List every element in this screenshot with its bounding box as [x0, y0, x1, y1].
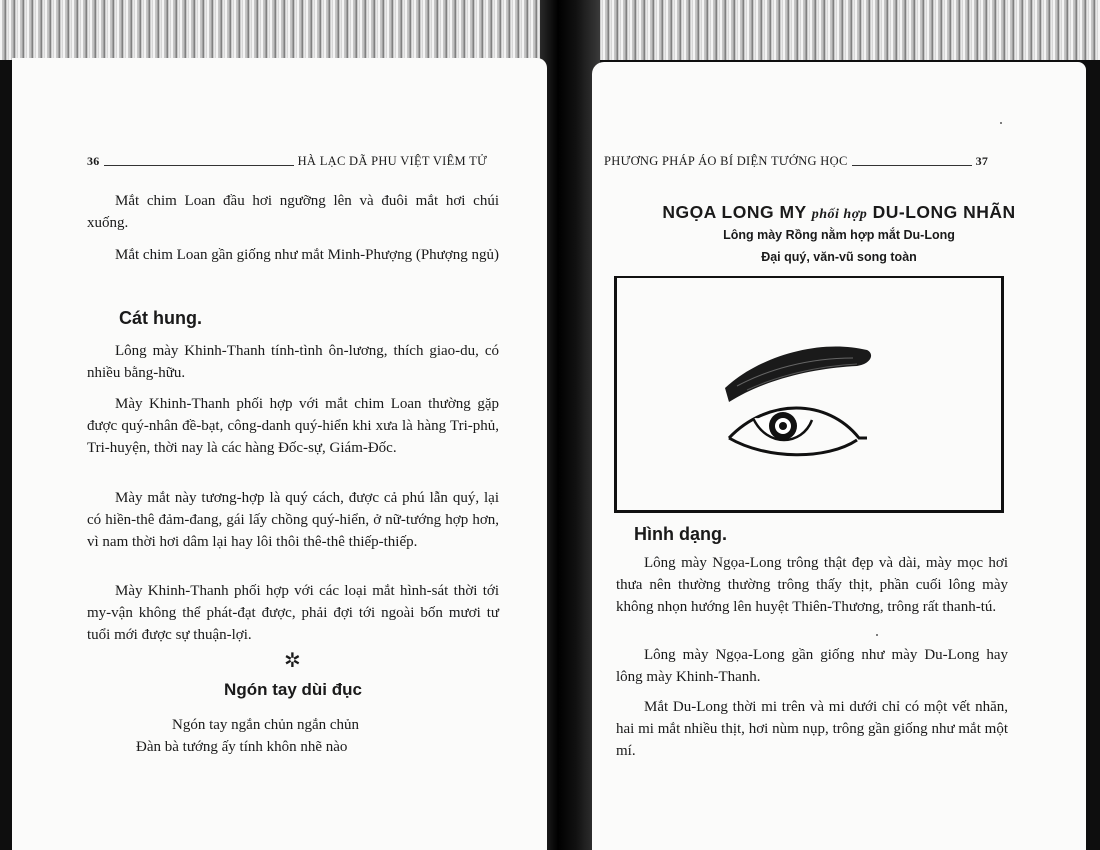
heading-cat-hung: Cát hung. [119, 308, 202, 328]
subtitle-2: Đại quý, văn-vũ song toàn [761, 250, 917, 264]
chapter-title [592, 202, 1086, 223]
left-page-number: 36 [87, 154, 100, 168]
paragraph: Mày Khinh-Thanh phối hợp với các loại mắt hình-sát thời tới my-vận không thể phát-đạt được, phải đợi tới ngoài bốn mươi tư tuổi mới được sự thuận-lợi. [87, 583, 499, 643]
scan-speck [1000, 122, 1002, 124]
book-gutter [540, 0, 600, 850]
paragraph: Mắt Du-Long thời mi trên và mi dưới chỉ có một vết nhăn, hai mi mắt nhiều thịt, hơi nùm nụp, trông gần giống như mắt một mí. [616, 699, 1008, 759]
scan-speck [876, 634, 878, 636]
paragraph: Lông mày Ngọa-Long gần giống như mày Du-Long hay lông mày Khinh-Thanh. [616, 647, 1008, 685]
title-connector: phối hợp [811, 207, 868, 222]
verse-line: Ngón tay ngắn chủn ngắn chủn [172, 717, 360, 733]
paragraph: Mắt chim Loan đầu hơi ngưỡng lên và đuôi mắt hơi chúi xuống. [87, 193, 499, 231]
section-title: Ngón tay dùi đục [224, 680, 362, 699]
paragraph: Lông mày Khinh-Thanh tính-tình ôn-lương, thích giao-du, có nhiều bằng-hữu. [87, 343, 499, 381]
paragraph: Mắt chim Loan gần giống như mắt Minh-Phượng (Phượng ngủ) [115, 247, 499, 263]
heading-hinh-dang: Hình dạng. [634, 524, 727, 544]
right-page [592, 62, 1086, 850]
right-page-number: 37 [975, 154, 989, 168]
header-rule [852, 165, 972, 166]
eyebrow-drawing-icon [725, 346, 871, 402]
eye-drawing-icon [729, 408, 867, 455]
left-page [12, 58, 547, 850]
paragraph: Lông mày Ngọa-Long trông thật đẹp và dài, mày mọc hơi thưa nên thường thường trông thấy thịt, phần cuối lông mày không nhọn hướng lên huyệt Thiên-Thương, trông rất thanh-tú. [616, 555, 1008, 615]
header-rule [104, 165, 294, 166]
left-running-title: HÀ LẠC DÃ PHU VIỆT VIÊM TỬ [297, 154, 488, 168]
verse-line: Đàn bà tướng ấy tính khôn nhẽ nào [136, 739, 348, 755]
right-running-title: PHƯƠNG PHÁP ÁO BÍ DIỆN TƯỚNG HỌC [604, 154, 848, 168]
illustration-frame [614, 276, 1004, 513]
title-part-2: DU-LONG NHÃN [872, 202, 1016, 222]
paragraph: Mày mắt này tương-hợp là quý cách, được cả phú lẫn quý, lại có hiền-thê đảm-đang, gái lấy chồng quý-hiển, ở nữ-tướng hợp hơn, vì nam thời hơi dâm lại hay lôi thôi thê-thê thiếp-thiếp. [87, 490, 499, 550]
right-running-header [604, 154, 1004, 169]
title-part-1: NGỌA LONG MY [662, 202, 807, 222]
paragraph: Mày Khinh-Thanh phối hợp với mắt chim Loan thường gặp được quý-nhân đề-bạt, công-danh quý-hiển khi xưa là hàng Tri-phủ, Tri-huyện, thời nay là các hàng Đốc-sự, Giám-Đốc. [87, 396, 499, 456]
illustration [617, 278, 1001, 510]
subtitle-1: Lông mày Rồng nằm hợp mắt Du-Long [723, 228, 955, 242]
left-running-header [87, 154, 499, 169]
ornament-icon: ✲ [284, 650, 301, 672]
